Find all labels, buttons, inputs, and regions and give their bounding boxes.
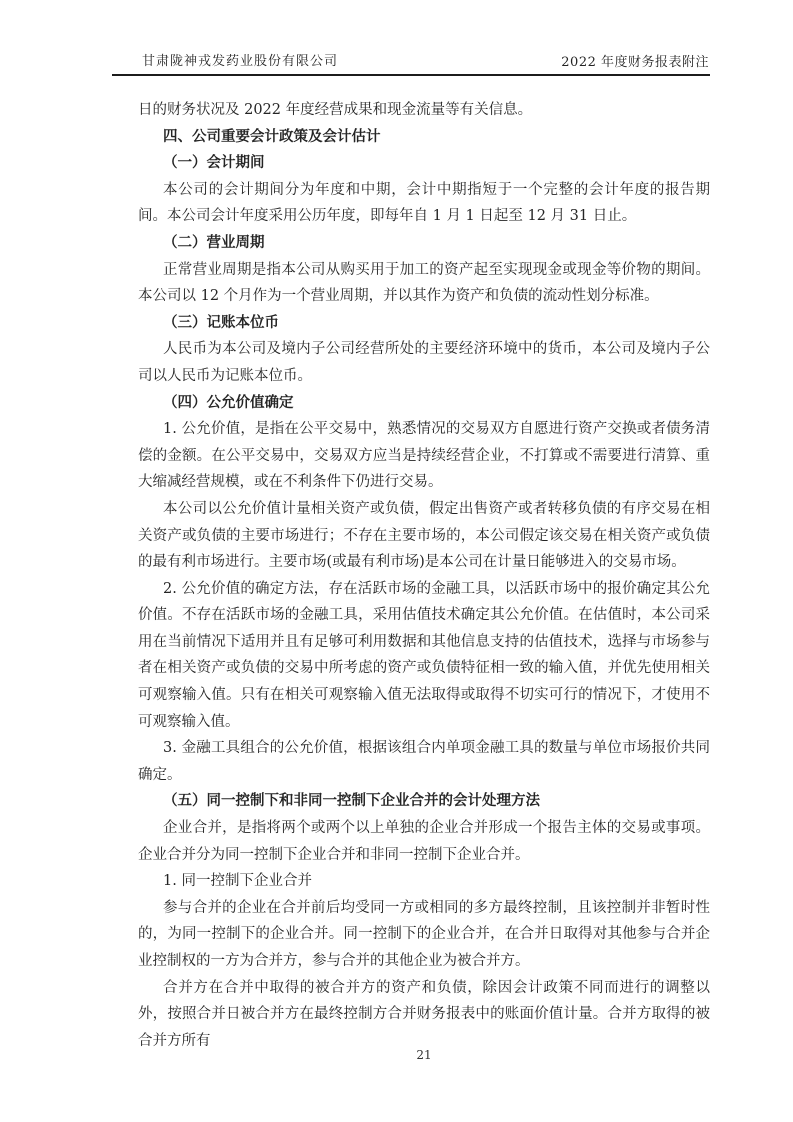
- paragraph: 合并方在合并中取得的被合并方的资产和负债，除因会计政策不同而进行的调整以外，按照合并日被合并方在最终控制方合并财务报表中的账面价值计量。合并方取得的被合并方所有: [138, 979, 710, 1049]
- paragraph: 1. 同一控制下企业合并: [163, 873, 312, 890]
- header-rule: [112, 74, 710, 76]
- page-number: 21: [416, 1048, 432, 1062]
- subsection-heading: （四）公允价值确定: [163, 393, 294, 411]
- paragraph: 企业合并，是指将两个或两个以上单独的企业合并形成一个报告主体的交易或事项。企业合并分为同一控制下企业合并和非同一控制下企业合并。: [138, 820, 710, 863]
- subsection-heading: （二）营业周期: [163, 233, 265, 251]
- paragraph: 参与合并的企业在合并前后均受同一方或相同的多方最终控制，且该控制并非暂时性的，为同一控制下的企业合并。同一控制下的企业合并，在合并日取得对其他参与合并企业控制权的一方为合并方，参与合并的其他企业为被合并方。: [138, 899, 710, 969]
- header-company-name: 甘肃陇神戎发药业股份有限公司: [142, 54, 339, 69]
- paragraph: 人民币为本公司及境内子公司经营所处的主要经济环境中的货币，本公司及境内子公司以人民币为记账本位币。: [138, 341, 710, 384]
- subsection-heading: （三）记账本位币: [163, 313, 279, 331]
- document-body: [138, 97, 710, 1054]
- paragraph: 正常营业周期是指本公司从购买用于加工的资产起至实现现金或现金等价物的期间。本公司以 12 个月作为一个营业周期，并以其作为资产和负债的流动性划分标准。: [138, 261, 710, 305]
- subsection-heading: （五）同一控制下和非同一控制下企业合并的会计处理方法: [163, 792, 540, 810]
- paragraph: 2. 公允价值的确定方法，存在活跃市场的金融工具，以活跃市场中的报价确定其公允价值。不存在活跃市场的金融工具，采用估值技术确定其公允价值。在估值时，本公司采用在当前情况下适用并且有足够可利用数据和其他信息支持的估值技术，选择与市场参与者在相关资产或负债的交易中所考虑的资产或负债特征相一致的输入值，并优先使用相关可观察输入值。只有在相关可观察输入值无法取得或取得不切实可行的情况下，才使用不可观察输入值。: [138, 580, 710, 730]
- header-report-title: 2022 年度财务报表附注: [561, 55, 709, 70]
- paragraph-continuation: 日的财务状况及 2022 年度经营成果和现金流量等有关信息。: [138, 102, 533, 118]
- paragraph: 3. 金融工具组合的公允价值，根据该组合内单项金融工具的数量与单位市场报价共同确定。: [138, 740, 710, 783]
- subsection-heading: （一）会计期间: [163, 154, 265, 172]
- section-heading: 四、公司重要会计政策及会计估计: [163, 127, 381, 145]
- paragraph: 1. 公允价值，是指在公平交易中，熟悉情况的交易双方自愿进行资产交换或者债务清偿的金额。在公平交易中，交易双方应当是持续经营企业，不打算或不需要进行清算、重大缩减经营规模，或在不利条件下仍进行交易。: [138, 421, 710, 491]
- paragraph: 本公司的会计期间分为年度和中期，会计中期指短于一个完整的会计年度的报告期间。本公司会计年度采用公历年度，即每年自 1 月 1 日起至 12 月 31 日止。: [138, 181, 710, 225]
- paragraph: 本公司以公允价值计量相关资产或负债，假定出售资产或者转移负债的有序交易在相关资产或负债的主要市场进行；不存在主要市场的，本公司假定该交易在相关资产或负债的最有利市场进行。主要市场(或最有利市场)是本公司在计量日能够进入的交易市场。: [138, 500, 710, 571]
